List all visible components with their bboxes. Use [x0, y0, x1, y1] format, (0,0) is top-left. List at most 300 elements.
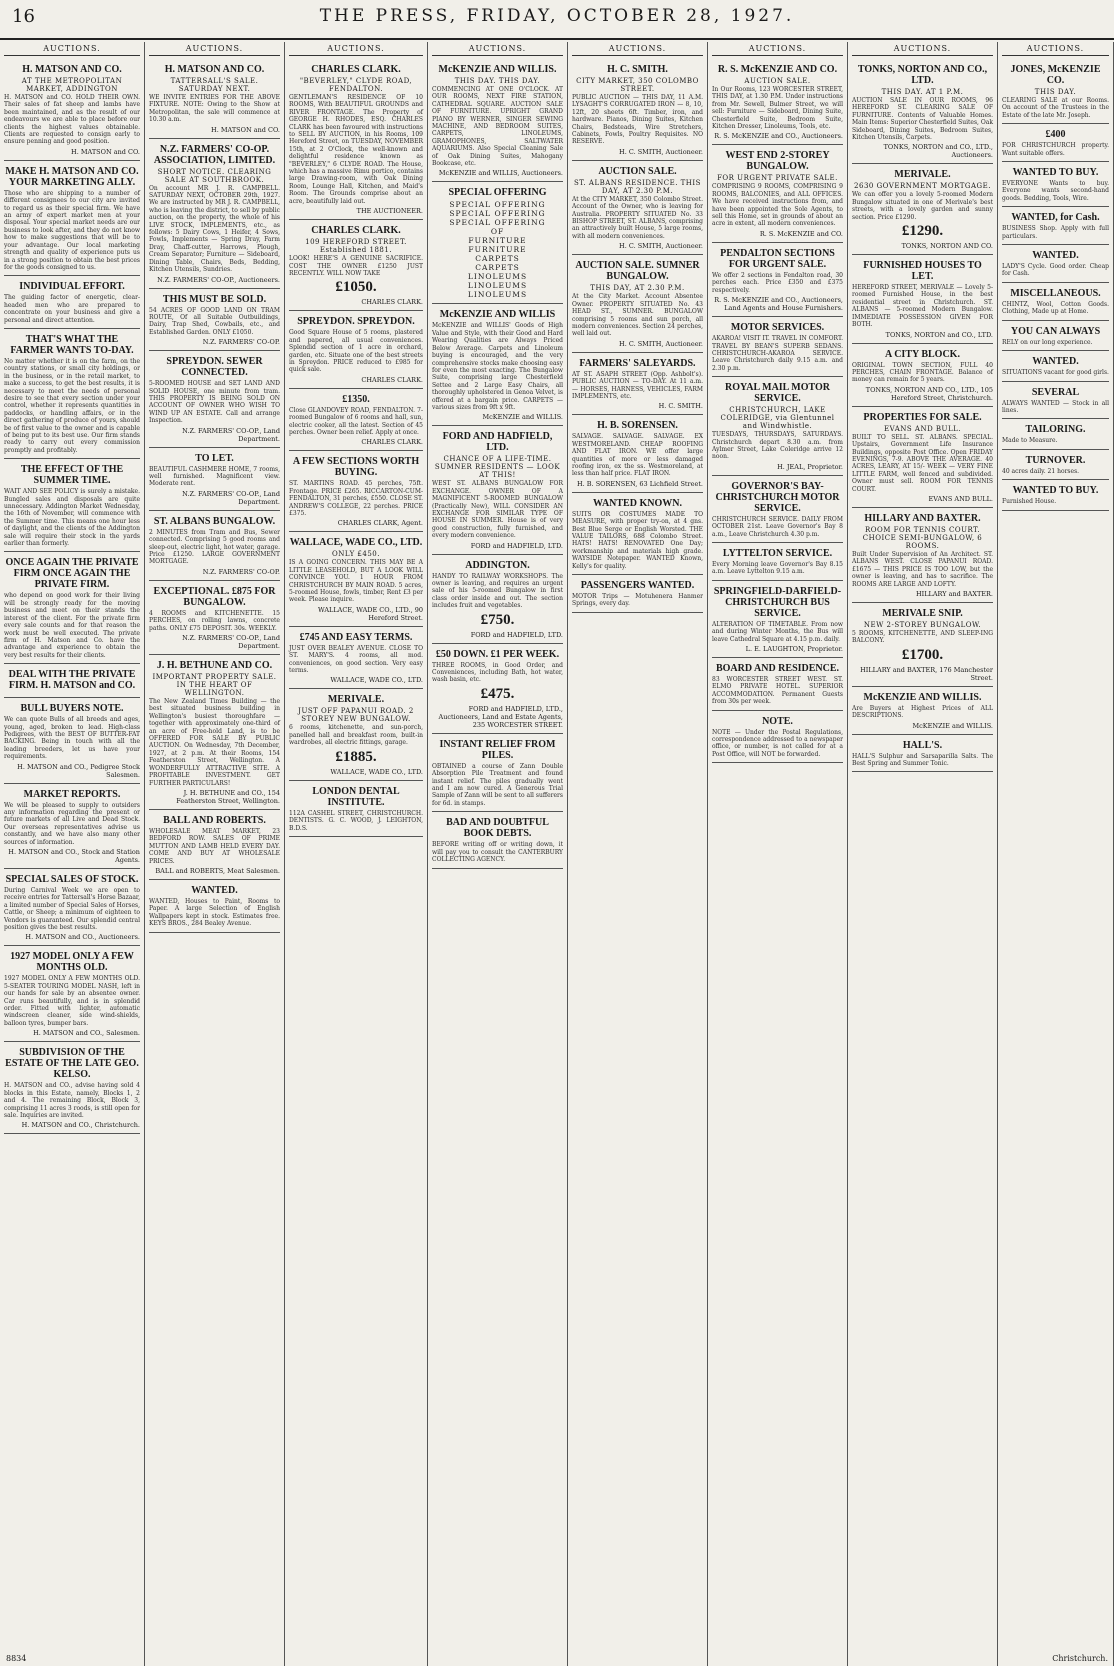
ad-subheading: 109 HEREFORD STREET. Established 1881. — [305, 238, 407, 255]
ad-heading: NOTE. — [762, 715, 793, 727]
ad-subheading: THIS DAY. — [1034, 88, 1077, 96]
ad-heading: SPECIAL SALES OF STOCK. — [5, 874, 139, 885]
ad-signature: N.Z. FARMERS' CO-OP., Land Department. — [182, 426, 280, 443]
ad-signature: HILLARY and BAXTER. — [915, 590, 993, 598]
advertisement — [4, 946, 140, 1042]
ad-price: £750. — [480, 611, 515, 628]
column-heading: AUCTIONS. — [4, 42, 140, 56]
ad-list-line: SPECIAL OFFERING — [449, 218, 546, 228]
ad-heading: INSTANT RELIEF FROM PILES. — [439, 738, 556, 761]
ad-heading: WALLACE, WADE CO., LTD. — [289, 537, 423, 549]
ad-signature: R. S. McKENZIE and CO. — [759, 229, 843, 238]
ad-signature: TONKS, NORTON and CO., LTD., Auctioneers. — [883, 143, 993, 160]
advertisement — [712, 581, 843, 658]
ad-heading: LONDON DENTAL INSTITUTE. — [312, 785, 400, 808]
ad-body-text: The guiding factor of energetic, clear-headed men who are prepared to concentrate on your business and give a personal and direct attention. — [4, 294, 140, 324]
advertisement — [852, 59, 993, 164]
ad-body-text: The New Zealand Times Building — the best situated business building in Wellington's busiest thoroughfare — together with approximately one-third of an acre of Free-hold Land, is to be OFFERED FOR SALE BY PUBLIC AUCTION. On Wednesday, 7th December, 1927, at 2 p.m. At their Rooms, 154 Featherston Street, Wellington. A WONDERFULLY ATTRACTIVE SITE. A PROFITABLE INVESTMENT. GET FURTHER PARTICULARS! — [149, 698, 280, 787]
column-heading: AUCTIONS. — [572, 42, 703, 56]
advertisement — [572, 255, 703, 352]
ad-body-text: 6 rooms, kitchenette, and sun-porch, panelled hall and breakfast room, built-in wardrobes, all electric fittings, garage. — [289, 724, 423, 747]
ad-signature: EVANS AND BULL. — [928, 494, 993, 503]
ad-body-text: HEREFORD STREET, MERIVALE — Lovely 5-roomed Furnished House, in the best residential street in Christchurch. ST. ALBANS — 5-roomed Modern Bungalow. IMMEDIATE POSSESSION GIVEN FOR BOTH. — [852, 284, 993, 329]
ad-body-text: We will be pleased to supply to outsiders any information regarding the present or future markets of all Live and Dead Stock. Our overseas representatives advise us constantly, and we have also many other sources of information. — [4, 801, 140, 846]
advertisement — [1002, 207, 1109, 245]
ad-signature: H. C. SMITH. — [658, 402, 703, 411]
ad-body-text: AUCTION SALE IN OUR ROOMS, 96 HEREFORD ST. CLEARING SALE OF FURNITURE. Contents of Valuable Homes. Main Items: Superior Chesterfield Suites, Oak Sideboard, Dining Suites, Bedroom Suites, Kitchen Utensils, Carpets. — [852, 97, 993, 142]
ad-signature: HILLARY and BAXTER, 176 Manchester Street. — [860, 665, 993, 682]
newspaper-column — [428, 42, 568, 1666]
ad-subheading: ONLY £450. — [332, 550, 380, 559]
ad-signature: H. MATSON and CO. — [71, 147, 140, 156]
ad-heading: McKENZIE AND WILLIS — [439, 309, 556, 321]
ad-heading: ST. ALBANS BUNGALOW. — [153, 515, 276, 527]
advertisement — [4, 1042, 140, 1134]
ad-heading: WANTED KNOWN. — [593, 497, 682, 509]
ad-signature: McKENZIE and WILLIS. — [912, 721, 993, 730]
newspaper-column — [998, 42, 1114, 1666]
advertisement — [1002, 419, 1109, 449]
ad-heading: GOVERNOR'S BAY-CHRISTCHURCH MOTOR SERVICE. — [715, 480, 840, 514]
ad-signature: H. B. SORENSEN, 63 Lichfield Street. — [576, 479, 703, 488]
advertisement — [4, 698, 140, 783]
ad-signature: H. JEAL, Proprietor. — [777, 462, 843, 471]
ad-heading: A CITY BLOCK. — [885, 348, 960, 360]
ad-body-text: CLEARING SALE at our Rooms. On account of the Trustees in the Estate of the late Mr. Joseph. — [1002, 97, 1109, 119]
ad-signature: R. S. McKENZIE and CO., Auctioneers. — [714, 132, 843, 141]
ad-body-text: At the CITY MARKET, 350 Colombo Street. Account of the Owner, who is leaving for Australia. PROPERTY SITUATED No. 33 BISHOP STREET, ST. ALBANS, comprising an attractively built House, 5 large rooms, with all modern conveniences. — [572, 195, 703, 240]
advertisement — [4, 784, 140, 869]
masthead — [0, 0, 1114, 40]
advertisement — [4, 276, 140, 329]
ad-heading: £400 — [1045, 129, 1066, 141]
ad-heading: WANTED. — [1032, 250, 1079, 262]
advertisement — [149, 511, 280, 581]
ad-heading: WANTED TO BUY. — [1012, 485, 1099, 497]
ad-heading: SUBDIVISION OF THE ESTATE OF THE LATE GEO. KELSO. — [5, 1047, 139, 1081]
advertisement — [1002, 283, 1109, 321]
ad-heading: SPECIAL OFFERING — [448, 187, 547, 199]
ad-list-line: OF — [490, 227, 505, 237]
advertisement — [1002, 59, 1109, 124]
ad-body-text: 5-ROOMED HOUSE and SET LAND AND SOLID HOUSE, one minute from tram. THIS PROPERTY IS BEING SOLD ON ACCOUNT OF OWNER WHO WISH TO WIND UP AN ESTATE. Call and arrange Inspection. — [149, 380, 280, 425]
ad-heading: SPREYDON. SPREYDON. — [297, 316, 415, 328]
ad-heading: SEVERAL — [1031, 386, 1080, 398]
ad-body-text: RELY on our long experience. — [1002, 338, 1093, 346]
ad-heading: ONCE AGAIN THE PRIVATE FIRM ONCE AGAIN THE PRIVATE FIRM. — [5, 557, 139, 591]
ad-signature: H. MATSON and CO., Stock and Station Agents. — [8, 848, 140, 864]
ad-signature: H. MATSON and CO. — [211, 125, 280, 134]
advertisement — [572, 493, 703, 575]
ad-body-text: 40 acres daily. 21 horses. — [1002, 467, 1080, 475]
ad-signature: H. MATSON and CO., Auctioneers. — [25, 933, 140, 942]
advertisement — [1002, 382, 1109, 420]
ad-heading: TAILORING. — [1025, 424, 1086, 436]
ad-heading: SPRINGFIELD-DARFIELD-CHRISTCHURCH BUS SERVICE. — [713, 585, 842, 619]
advertisement — [572, 161, 703, 255]
advertisement — [432, 644, 563, 734]
ad-list-line: LINOLEUMS — [467, 281, 528, 291]
ad-body-text: HANDY TO RAILWAY WORKSHOPS. The owner is leaving, and requires an urgent sale of his 5-roomed Bungalow in first class order inside and out. The section includes fruit and vegetables. — [432, 572, 563, 610]
ad-heading: SPREYDON. SEWER CONNECTED. — [166, 356, 263, 379]
ad-signature: N.Z. FARMERS' CO-OP., Land Department. — [182, 489, 280, 506]
advertisement — [852, 735, 993, 773]
ad-signature: FORD and HADFIELD, LTD. — [470, 541, 563, 550]
advertisement — [289, 627, 423, 690]
ad-list-line: FURNITURE — [468, 236, 527, 246]
ad-heading: DEAL WITH THE PRIVATE FIRM. H. MATSON and CO. — [8, 669, 136, 692]
advertisement — [1002, 321, 1109, 351]
ad-subheading: FOR URGENT PRIVATE SALE. — [717, 174, 838, 183]
ad-body-text: 112A CASHEL STREET, CHRISTCHURCH. DENTISTS. G. C. WOOD, J. LEIGHTON, B.D.S. — [289, 809, 423, 832]
advertisement — [712, 59, 843, 145]
ad-subheading: NEW 2-STOREY BUNGALOW. — [863, 621, 982, 629]
ad-subheading: CHANCE OF A LIFE-TIME. SUMNER RESIDENTS — LOOK AT THIS! — [434, 455, 561, 480]
column-heading: AUCTIONS. — [1002, 42, 1109, 56]
advertisement — [852, 687, 993, 735]
advertisement — [432, 426, 563, 554]
advertisement — [712, 711, 843, 764]
advertisement — [572, 415, 703, 492]
advertisement — [852, 407, 993, 508]
ad-body-text: At the City Market. Account Absentee Owner. PROPERTY SITUATED No. 43 HEAD ST., SUMNER. BUNGALOW comprising 5 rooms and sun porch, all modern conveniences. Section 24 perches, well laid out. — [572, 293, 703, 338]
advertisement — [149, 59, 280, 139]
ad-heading: H. MATSON AND CO. — [164, 64, 265, 75]
ad-body-text: AKAROA! VISIT IT. TRAVEL IN COMFORT. TRAVEL BY BEAN'S SUPERB SEDANS. CHRISTCHURCH-AKAROA SERVICE. Leave Christchurch daily 9.15 a.m. and 2.30 p.m. — [712, 335, 843, 372]
advertisement — [149, 448, 280, 511]
ad-body-text: Furnished House. — [1002, 498, 1057, 506]
ad-heading: TONKS, NORTON AND CO., LTD. — [857, 64, 988, 86]
ad-list-line: SPECIAL OFFERING — [449, 209, 546, 219]
ad-body-text: 83 WORCESTER STREET WEST. ST. ELMO PRIVATE HOTEL. SUPERIOR ACCOMMODATION. Permanent Guests from 30s per week. — [712, 676, 843, 706]
advertisement — [1002, 351, 1109, 381]
ad-subheading: AUCTION SALE. — [744, 77, 811, 85]
ad-heading: N.Z. FARMERS' CO-OP. ASSOCIATION, LIMITED. — [153, 143, 276, 166]
ad-signature: TONKS, NORTON AND CO., LTD., 105 Hereford Street, Christchurch. — [865, 385, 993, 402]
ad-heading: CHARLES CLARK. — [311, 64, 401, 75]
ad-list-line: FURNITURE — [468, 245, 527, 255]
column-heading: AUCTIONS. — [432, 42, 563, 56]
ad-body-text: During Carnival Week we are open to receive entries for Tattersall's Horse Bazaar, a limited number of Special Sales of Horses, Cattle, or Sheep; a minimum of eighteen to Vendors is guaranteed. Our splendid central position gives the best results. — [4, 887, 141, 932]
ad-heading: INDIVIDUAL EFFORT. — [19, 281, 125, 293]
ad-body-text: Built Under Supervision of An Architect. ST. ALBANS WEST. CLOSE PAPANUI ROAD. £1675 — THIS PRICE IS TOO LOW, but the owner is leaving, and has to sacrifice. The ROOMS ARE LARGE AND LOFTY. — [852, 550, 993, 588]
ad-heading: THAT'S WHAT THE FARMER WANTS TO-DAY. — [10, 333, 134, 356]
ad-heading: MOTOR SERVICES. — [730, 322, 825, 334]
ad-signature: CHARLES CLARK. — [361, 375, 423, 384]
ad-heading: MISCELLANEOUS. — [1010, 287, 1101, 299]
ad-signature: N.Z. FARMERS' CO-OP. — [202, 338, 280, 347]
ad-signature: McKENZIE and WILLIS, Auctioneers. — [438, 169, 563, 178]
ad-heading: TO LET. — [195, 452, 234, 464]
ad-body-text: ORIGINAL TOWN SECTION, FULL 40 PERCHES, CHAIN FRONTAGE. Balance of money can remain for 5 years. — [852, 361, 993, 384]
advertisement — [4, 329, 140, 459]
advertisement — [289, 59, 423, 220]
column-heading: AUCTIONS. — [289, 42, 423, 56]
page-number: 16 — [12, 6, 35, 27]
ad-body-text: LADY'S Cycle. Good order. Cheap for Cash. — [1002, 263, 1109, 278]
ad-heading: PROPERTIES FOR SALE. — [863, 411, 982, 423]
ad-heading: H. C. SMITH. — [607, 64, 668, 75]
column-heading: AUCTIONS. — [712, 42, 843, 56]
ad-heading: PENDALTON SECTIONS FOR URGENT SALE. — [720, 247, 835, 270]
column-heading: AUCTIONS. — [852, 42, 993, 56]
newspaper-column — [145, 42, 285, 1666]
ad-body-text: ALWAYS WANTED — Stock in all lines. — [1002, 399, 1109, 414]
ad-body-text: IS A GOING CONCERN. THIS MAY BE A LITTLE LEASEHOLD, BUT A LOOK WILL CONVINCE YOU. 1 HOUR FROM CHRISTCHURCH BY MAIN ROAD. 5 acres, 5-roomed House, fowls, timber, Rent £3 per week. Please inquire. — [289, 559, 423, 604]
ad-body-text: In Our Rooms, 123 WORCESTER STREET, THIS DAY, at 1.30 P.M. Under instructions from Mr. Sewell, Bulmer Street, we will sell: Furniture — Sideboard, Dining Suite, Chesterfield Suite, Bedroom Suite, Kitchen Dresser, Linoleums, Tools, etc. — [712, 86, 843, 131]
advertisement — [852, 508, 993, 603]
ad-heading: EXCEPTIONAL. £875 FOR BUNGALOW. — [153, 585, 276, 608]
advertisement — [572, 353, 703, 416]
ad-price: £475. — [480, 685, 515, 702]
ad-subheading: SHORT NOTICE. CLEARING SALE AT SOUTHBROOK. — [157, 167, 272, 184]
advertisement — [1002, 245, 1109, 283]
ad-heading: BAD AND DOUBTFUL BOOK DEBTS. — [446, 817, 549, 840]
ad-heading: WEST END 2-STOREY BUNGALOW. — [725, 150, 830, 173]
advertisement — [149, 810, 280, 880]
advertisement — [432, 59, 563, 182]
ad-body-text: We can offer you a lovely 5-roomed Modern Bungalow situated in one of Merivale's best streets, with a lovely garden and sunny section. Price £1290. — [852, 191, 993, 221]
ad-signature: J. H. BETHUNE and CO., 154 Featherston Street, Wellington. — [176, 788, 280, 805]
ad-body-text: On account MR J. R. CAMPBELL. SATURDAY NEXT, OCTOBER 29th, 1927. We are instructed by MR J. R. CAMPBELL, who is leaving the district, to sell by public auction, on the property, the whole of his LIVE STOCK, IMPLEMENTS, etc., as follows: 5 Dairy Cows, 1 Heifer, 4 Sows, Fowls, Implements — Spring Dray, Farm Dray, Chaff-cutter, Harrows, Plough, Cream Separator; Furniture — Sideboard, Dining Table, Chairs, Beds, Bedding, Kitchen Utensils, Sundries. — [149, 184, 280, 274]
advertisement — [432, 182, 563, 304]
advertisement — [289, 451, 423, 532]
ad-heading: MERIVALE SNIP. — [882, 608, 963, 619]
ad-body-text: COMPRISING 9 ROOMS, COMPRISING 9 ROOMS, BALCONIES, and ALL OFFICES. We have received instructions from, and have been appointed the Sole Agents, to sell this Home, set in grounds of about an acre in extent, all modern conveniences. — [712, 183, 843, 228]
ad-signature: H. C. SMITH, Auctioneer. — [619, 339, 703, 348]
ad-body-text: We offer 2 sections in Fendalton road, 30 perches each. Price £350 and £375 respectively. — [712, 271, 843, 294]
ad-body-text: WAIT AND SEE POLICY is surely a mistake. Bungled sales and disposals are quite unnecessary. Addington Market Wednesday, the 16th of November, will commence with the Summer time. This means one hour less of daylight, and the clients of the Addington sale will require their stock in the yards earlier than formerly. — [4, 488, 140, 548]
ad-body-text: ALTERATION OF TIMETABLE. From now and during Winter Months, the Bus will leave Cathedral Square at 4.15 p.m. daily. — [712, 620, 843, 643]
ad-body-text: MOTOR Trips — Motuhenera Hanmer Springs, every day. — [572, 593, 703, 608]
ad-body-text: WHOLESALE MEAT MARKET, 23 BEDFORD ROW. SALES OF PRIME MUTTON AND LAMB HELD EVERY DAY. COME AND BUY AT WHOLESALE PRICES. — [149, 827, 280, 865]
ad-body-text: SUITS OR COSTUMES MADE TO MEASURE, with proper try-on, at 4 gns. Best Blue Serge or English Worsted. THE VALUE TAILORS, 688 Colombo Street. HATS! HATS! RENOVATED One Day; workmanship and materials high grade. WAYSIDE Notepaper. WANTED Known, Kelly's for quality. — [572, 510, 703, 570]
advertisement — [432, 304, 563, 426]
ad-heading: £50 DOWN. £1 PER WEEK. — [435, 648, 560, 660]
ad-body-text: No matter whether it is on the farm, on the country stations, or small city holdings, or in the business, or in the retail market, to make a success, to get the best results, it is necessary to meet the needs of personal desire to see that every section under your control, whether it represents quantities in paddocks, or handling affairs, or in the direct gathering of produce of yours, should be of first value to the owner and is capable of being put to its best use. Our firm stands ready to carry out every commission promptly and profitably. — [4, 357, 140, 454]
ad-body-text: COMMENCING AT ONE O'CLOCK. AT OUR ROOMS, NEXT FIRE STATION, CATHEDRAL SQUARE. AUCTION SALE OF FURNITURE. UPRIGHT GRAND PIANO BY WERNER, SINGER SEWING MACHINE, AND BEDROOM SUITES, CARPETS, LINOLEUMS, GRAMOPHONES, SALTWATER AQUARIUMS. Also Special Cleaning Sale of Oak Dining Suites, Mahogany Bookcase, etc. — [432, 86, 563, 168]
advertisement — [289, 532, 423, 626]
advertisement — [4, 869, 140, 946]
advertisement — [4, 59, 140, 161]
advertisement — [289, 389, 423, 452]
ad-heading: FORD AND HADFIELD, LTD. — [442, 431, 553, 454]
ad-heading: BULL BUYERS NOTE. — [20, 703, 124, 715]
ad-heading: AUCTION SALE. SUMNER BUNGALOW. — [575, 260, 700, 283]
ad-body-text: 4 ROOMS and KITCHENETTE. 15 PERCHES, on rolling lawns, concrete paths. ONLY £75 DEPOSIT. 30s. WEEKLY. — [149, 609, 280, 632]
ad-signature: N.Z. FARMERS' CO-OP., Land Department. — [182, 634, 280, 651]
advertisement — [289, 689, 423, 780]
footer-ref: 8834 — [6, 1654, 27, 1663]
ad-body-text: WE INVITE ENTRIES FOR THE ABOVE FIXTURE. NOTE: Owing to the Show at Metropolitan, the sale will commence at 10.30 a.m. — [149, 94, 280, 124]
ad-heading: AUCTION SALE. — [598, 165, 677, 177]
ad-body-text: 54 ACRES OF GOOD LAND ON TRAM ROUTE, Of all Suitable Outbuildings, Dairy, Trap Shed, Cowbails, etc., and Established Garden. ONLY £1050. — [149, 306, 280, 336]
ad-signature: H. MATSON and CO., Christchurch. — [21, 1121, 140, 1130]
ad-signature: FORD and HADFIELD, LTD. — [470, 630, 563, 639]
advertisement — [149, 655, 280, 810]
ad-heading: £1350. — [342, 393, 370, 405]
ad-heading: YOU CAN ALWAYS — [1010, 325, 1101, 337]
ad-body-text: OBTAINED a course of Zann Double Absorption Pile Treatment and found instant relief. The piles gradually went and I am now cured. A Generous Trial Sample of Zann will be sent to all sufferers for 6d. in stamps. — [432, 762, 564, 807]
ad-heading: ADDINGTON. — [465, 559, 530, 571]
ad-body-text: TUESDAYS, THURSDAYS, SATURDAYS. Christchurch depart 8.30 a.m. from Aylmer Street, Lake Coleridge arrive 12 noon. — [712, 431, 843, 461]
ad-subheading: CHRISTCHURCH, LAKE COLERIDGE, via Glentunnel and Windwhistle. — [720, 406, 835, 431]
ad-heading: MERIVALE. — [894, 169, 951, 181]
advertisement — [852, 255, 993, 343]
ad-body-text: Close GLANDOVEY ROAD, FENDALTON. 7-roomed Bungalow of 6 rooms and hall, sun, electric cooker, all the latest. Section of 45 perches. Owner been relief. Apply at once. — [289, 406, 423, 436]
ad-subheading: THIS DAY. THIS DAY. — [454, 77, 541, 85]
advertisement — [4, 664, 140, 698]
ad-price: £1700. — [901, 646, 944, 663]
ad-body-text: AT ST. ASAPH STREET (Opp. Ashbolt's). PUBLIC AUCTION — TO-DAY. At 11 a.m. — HORSES, HARNESS, VEHICLES, FARM IMPLEMENTS, etc. — [572, 370, 703, 400]
ad-signature: WALLACE, WADE CO., LTD. — [330, 767, 423, 776]
ad-body-text: who depend on good work for their living will be strongly ready for the moving business and meet on their stands the interest of the client. For the private firm every sale counts and for that reason the work must be well executed. The private firm of H. Matson and Co. have the advantage and experience to obtain the very best results for their clients. — [4, 592, 140, 659]
ad-signature: WALLACE, WADE CO., LTD., 90 Hereford Street. — [318, 605, 423, 622]
ad-body-text: BUSINESS Shop. Apply with full particulars. — [1002, 225, 1109, 240]
ad-subheading: 2630 GOVERNMENT MORTGAGE. — [854, 182, 991, 191]
columns-container — [0, 42, 1114, 1666]
ad-subheading: EVANS AND BULL. — [884, 424, 961, 433]
ad-signature: CHARLES CLARK, Agent. — [337, 519, 423, 528]
advertisement — [572, 59, 703, 161]
ad-heading: FARMERS' SALEYARDS. — [579, 357, 696, 369]
advertisement — [4, 161, 140, 276]
ad-body-text: 1927 MODEL ONLY A FEW MONTHS OLD. 5-SEATER TOURING MODEL NASH, left in our hands for sale by an absentee owner. Car runs beautifully, and is in splendid order. Fitted with lighter, automatic windscreen cleaner, side wind-shields, balloon tyres, bumper bars. — [4, 975, 140, 1027]
advertisement — [432, 555, 563, 644]
advertisement — [149, 139, 280, 289]
ad-signature: CHARLES CLARK. — [361, 438, 423, 447]
ad-heading: R. S. McKENZIE AND CO. — [717, 64, 838, 75]
ad-heading: PASSENGERS WANTED. — [580, 580, 695, 592]
ad-heading: J. H. BETHUNE AND CO. — [156, 660, 273, 672]
ad-body-text: ST. MARTINS ROAD. 45 perches, 75ft. Frontage. PRICE £265. RICCARTON-CUM-FENDALTON, 31 perches, £550. CLOSE ST. ANDREW'S COLLEGE, 22 perches. PRICE £375. — [289, 480, 423, 517]
advertisement — [852, 603, 993, 687]
ad-list-line: CARPETS — [475, 254, 520, 264]
ad-heading: McKENZIE AND WILLIS. — [863, 691, 982, 703]
ad-body-text: CHINTZ, Wool, Cotton Goods. Clothing, Made up at Home. — [1002, 300, 1109, 316]
ad-body-text: 2 MINUTES from Tram and Bus, Sewer connected. Comprising 5 good rooms and sleep-out, electric light, hot water, garage. Price £1250. LARGE GOVERNMENT MORTGAGE. — [149, 528, 280, 566]
newspaper-column — [848, 42, 998, 1666]
ad-subheading: CITY MARKET, 350 COLOMBO STREET. — [576, 77, 699, 93]
ad-heading: H. B. SORENSEN. — [597, 420, 678, 432]
ad-signature: McKENZIE and WILLIS. — [482, 413, 563, 422]
advertisement — [149, 581, 280, 655]
newspaper-column — [708, 42, 848, 1666]
ad-heading: MERIVALE. — [327, 694, 385, 706]
ad-body-text: Made to Measure. — [1002, 437, 1058, 445]
advertisement — [289, 311, 423, 388]
ad-subheading: ROOM FOR TENNIS COURT. CHOICE SEMI-BUNGALOW, 6 ROOMS. — [862, 525, 983, 550]
ad-heading: THIS MUST BE SOLD. — [162, 293, 267, 305]
ad-price: £1050. — [335, 279, 377, 296]
ad-heading: WANTED. — [1032, 356, 1079, 368]
ad-heading: BALL AND ROBERTS. — [163, 814, 266, 826]
ad-price: £1885. — [335, 748, 377, 765]
ad-signature: FORD and HADFIELD, LTD., Auctioneers, Land and Estate Agents, 235 WORCESTER STREET. — [438, 704, 563, 729]
advertisement — [712, 317, 843, 377]
ad-heading: WANTED. — [191, 884, 238, 896]
ad-body-text: BEFORE writing off or writing down, it will pay you to consult the CANTERBURY COLLECTING AGENCY. — [432, 841, 563, 864]
advertisement — [712, 658, 843, 711]
ad-subheading: THIS DAY, AT 2.30 P.M. — [590, 284, 685, 293]
advertisement — [572, 575, 703, 613]
advertisement — [149, 880, 280, 933]
ad-body-text: McKENZIE and WILLIS' Goods of High Value and Style, with their Good and Hard Wearing Qualities are Always Priced Below Average. Carpets and Linoleum buying is encouraged, and the very comprehensive stocks make choosing easy for even the most exacting. The Bungalow Suite, comprising large Chesterfield Settee and 2 Large Easy Chairs, all thoroughly upholstered in Genoa Velvet, is offered at a bargain price. CARPETS — various sizes from 9ft x 9ft. — [432, 322, 563, 411]
advertisement — [712, 145, 843, 242]
ad-body-text: JUST OVER BEALEY AVENUE. CLOSE TO ST. MARY'S. 4 rooms, all mod. conveniences, on good section. Very easy terms. — [289, 644, 423, 675]
ad-body-text: LOOK! HERE'S A GENUINE SACRIFICE. COST THE OWNER £1250 JUST RECENTLY. WILL NOW TAKE — [289, 255, 423, 277]
advertisement — [852, 164, 993, 255]
ad-body-text: PUBLIC AUCTION — THIS DAY, 11 A.M. LYSAGHT'S CORRUGATED IRON — 8, 10, 12ft, 20 sheets 6ft. Timber, iron, and hardware. Pianos, Dining Suites, Kitchen Chairs, Bedsteads, Wire Stretchers, Cabinets, Fowls, Poultry Requisites. NO RESERVE. — [572, 94, 703, 146]
advertisement — [712, 377, 843, 476]
ad-body-text: H. MATSON and CO. HOLD THEIR OWN. Their sales of fat sheep and lambs have been maintained, and as the result of our endeavours we are able to place before our clients the highest values obtainable. Clients are requested to consign early to ensure penning and good position. — [4, 94, 140, 146]
ad-heading: MAKE H. MATSON AND CO. YOUR MARKETING ALLY. — [5, 165, 139, 188]
ad-signature: N.Z. FARMERS' CO-OP. — [202, 567, 280, 576]
ad-body-text: 5 ROOMS, KITCHENETTE, AND SLEEP-ING BALCONY. — [852, 630, 993, 645]
ad-heading: TURNOVER. — [1025, 454, 1086, 466]
ad-signature: H. C. SMITH, Auctioneer. — [619, 147, 703, 156]
newspaper-column — [0, 42, 145, 1666]
ad-body-text: SALVAGE. SALVAGE. SALVAGE. EX WESTMORELAND. CHEAP ROOFING AND FLAT IRON. WE offer large quantities of more or less damaged roofing iron, ex the ss. Westmoreland, at less than half price. FLAT IRON. — [572, 433, 703, 478]
ad-body-text: We can quote Bulls of all breeds and ages, young, aged, broken to lead. High-class Pedigrees, with the BEST OF BUTTER-FAT BACKING. Being in touch with all the leading breeders, let us have your requirements. — [4, 716, 140, 761]
ad-heading: A FEW SECTIONS WORTH BUYING. — [292, 456, 420, 479]
ad-body-text: WANTED, Houses to Paint, Rooms to Paper. A large Selection of English Wallpapers kept in stock. Estimates free. KEYS BROS., 284 Bealey Avenue. — [149, 897, 280, 928]
ad-heading: LYTTELTON SERVICE. — [722, 547, 833, 559]
ad-body-text: BEAUTIFUL CASHMERE HOME, 7 rooms, well furnished. Magnificent view. Moderate rent. — [149, 465, 280, 488]
ad-signature: CHARLES CLARK. — [361, 298, 423, 307]
ad-heading: JONES, McKENZIE CO. — [1010, 64, 1101, 86]
ad-subheading: TATTERSALL'S SALE. SATURDAY NEXT. — [170, 77, 259, 93]
ad-body-text: NOTE — Under the Postal Regulations, correspondence addressed to a newspaper office, or number, is not called for at a Post Office, will NOT be forwarded. — [712, 728, 843, 758]
advertisement — [712, 476, 843, 543]
ad-body-text: Good Square House of 5 rooms, plastered and papered, all usual conveniences. Splendid section of 1 acre in orchard, garden, etc. Situate one of the best streets in Spreydon. PRICE reduced to £985 for quick sale. — [289, 329, 423, 374]
ad-body-text: Are Buyers at Highest Prices of ALL DESCRIPTIONS. — [852, 704, 993, 720]
advertisement — [4, 552, 140, 664]
ad-subheading: "BEVERLEY," CLYDE ROAD, FENDALTON. — [299, 77, 413, 93]
ad-heading: H. MATSON AND CO. — [22, 64, 122, 75]
ad-heading: HALL'S. — [902, 739, 943, 751]
advertisement — [289, 781, 423, 837]
ad-signature: R. S. McKENZIE and CO., Auctioneers, Land Agents and House Furnishers. — [714, 296, 843, 313]
ad-heading: HILLARY AND BAXTER. — [864, 512, 981, 524]
advertisement — [149, 289, 280, 352]
ad-body-text: EVERYONE Wants to buy. Everyone wants second-hand goods. Bedding, Tools, Wire. — [1002, 180, 1109, 202]
ad-body-text: Every Morning leave Governor's Bay 8.15 a.m. Leave Lyttelton 9.15 a.m. — [712, 560, 843, 576]
ad-body-text: CHRISTCHURCH SERVICE. DAILY FROM OCTOBER 21st. Leave Governor's Bay 8 a.m., Leave Christchurch 4.30 p.m. — [712, 515, 843, 538]
advertisement — [1002, 480, 1109, 510]
ad-body-text: SITUATIONS vacant for good girls. — [1002, 369, 1109, 377]
ad-body-text: Those who are shipping to a number of different consignees to our city are invited to regard us as their special firm. We have an army of expert market men at your disposal. Your special market needs are our business to look after, and they do not know how to make suggestions that will be to your advantage. Our local marketing strength and quality of experience puts us in a strong position to obtain the best prices for the goods consigned to us. — [4, 189, 140, 271]
advertisement — [149, 351, 280, 447]
ad-signature: THE AUCTIONEER. — [356, 207, 423, 216]
ad-subheading: AT THE METROPOLITAN MARKET, ADDINGTON — [21, 77, 123, 93]
advertisement — [1002, 124, 1109, 162]
ad-list-line: LINOLEUMS — [467, 272, 528, 282]
ad-list-line: LINOLEUMS — [467, 290, 528, 300]
ad-heading: WANTED TO BUY. — [1012, 167, 1099, 179]
advertisement — [432, 734, 563, 812]
footer-location: Christchurch. — [1052, 1654, 1108, 1663]
ad-subheading: JUST OFF PAPANUI ROAD. 2 STOREY NEW BUNGALOW. — [298, 707, 414, 724]
ad-heading: £745 AND EASY TERMS. — [299, 631, 413, 643]
ad-signature: TONKS, NORTON AND CO. — [901, 242, 993, 251]
ad-signature: WALLACE, WADE CO., LTD. — [330, 676, 423, 685]
advertisement — [4, 459, 140, 552]
ad-subheading: THIS DAY. AT 1 P.M. — [881, 88, 964, 96]
ad-signature: TONKS, NORTON and CO., LTD. — [885, 330, 993, 339]
ad-body-text: THREE ROOMS, in Good Order, and Conveniences, including Bath, hot water, wash basin, etc. — [432, 661, 563, 684]
ad-signature: H. MATSON and CO., Salesmen. — [33, 1029, 140, 1038]
